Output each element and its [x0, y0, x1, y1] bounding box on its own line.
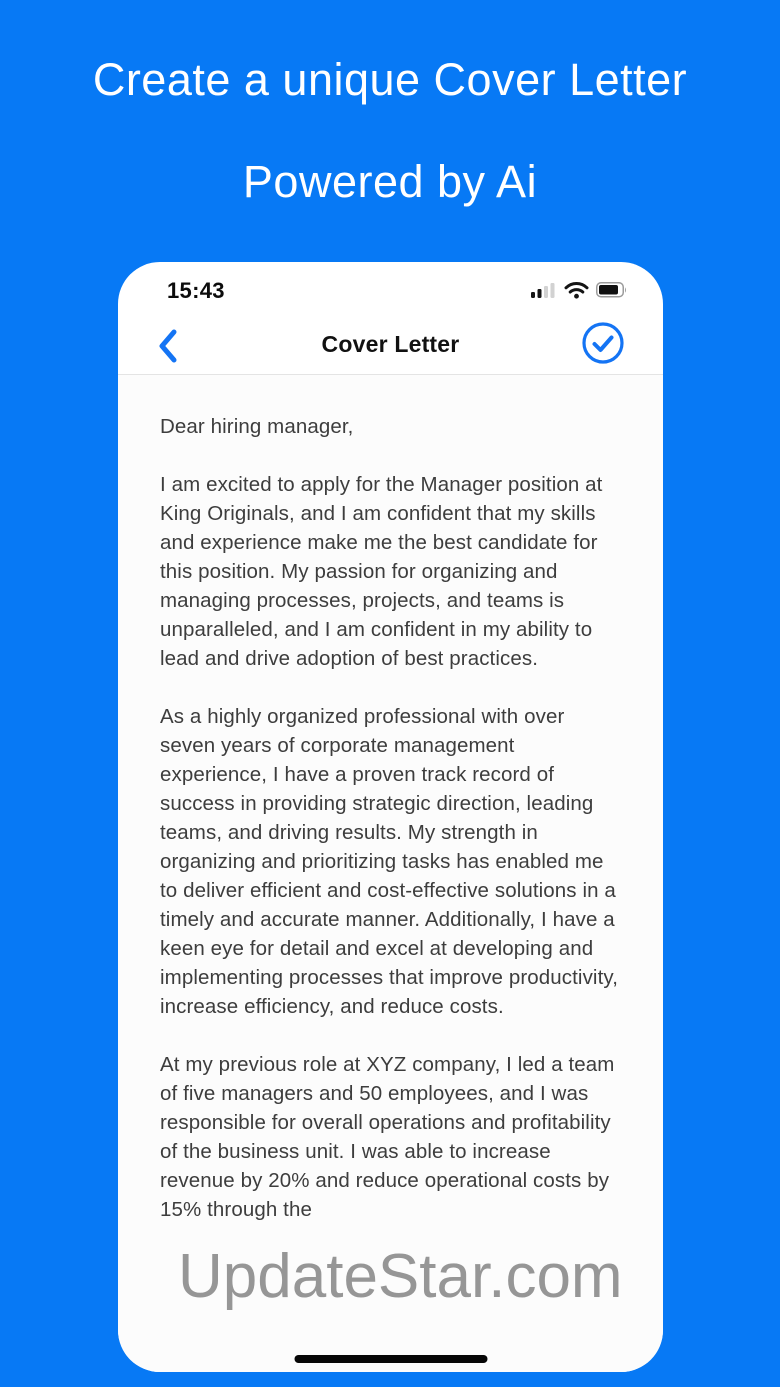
phone-screenshot-frame: [118, 262, 663, 1372]
hero-title-line1: Create a unique Cover Letter: [92, 54, 688, 105]
letter-editor[interactable]: [118, 375, 663, 1372]
checkmark-circle-icon: [581, 321, 625, 365]
hero-title-line2: Powered by Ai: [242, 156, 538, 207]
page-title: Cover Letter: [321, 331, 460, 357]
confirm-button[interactable]: [581, 321, 625, 365]
watermark-text: UpdateStar.com: [178, 1242, 623, 1311]
wifi-icon: [564, 281, 589, 299]
home-indicator[interactable]: [294, 1355, 487, 1363]
letter-paragraph: Dear hiring manager,: [160, 415, 354, 438]
status-bar: [118, 262, 663, 320]
battery-icon: [596, 282, 627, 298]
status-time: 15:43: [167, 278, 225, 303]
letter-paragraph: I am excited to apply for the Manager position at King Originals, and I am confident that my skills and experience make me the best candidate for this position. My passion for organizing and managing processes, projects, and teams is unparalleled, and I am confident in my ability to lead and drive adoption of best practices.: [160, 473, 603, 670]
cellular-signal-icon: [531, 281, 557, 299]
status-icons: [531, 281, 627, 299]
nav-bar: [118, 320, 663, 374]
letter-paragraph: As a highly organized professional with over seven years of corporate management experience, I have a proven track record of success in providing strategic direction, leading teams, and driving results. My strength in organizing and prioritizing tasks has enabled me to deliver efficient and cost-effective solutions in a timely and accurate manner. Additionally, I have a keen eye for detail and excel at developing and implementing processes that improve productivity, increase efficiency, and reduce costs.: [160, 705, 618, 1018]
letter-paragraph: At my previous role at XYZ company, I led a team of five managers and 50 employees, and I was responsible for overall operations and profitability of the business unit. I was able to increase revenue by 20% and reduce operational costs by 15% through the: [160, 1053, 615, 1221]
